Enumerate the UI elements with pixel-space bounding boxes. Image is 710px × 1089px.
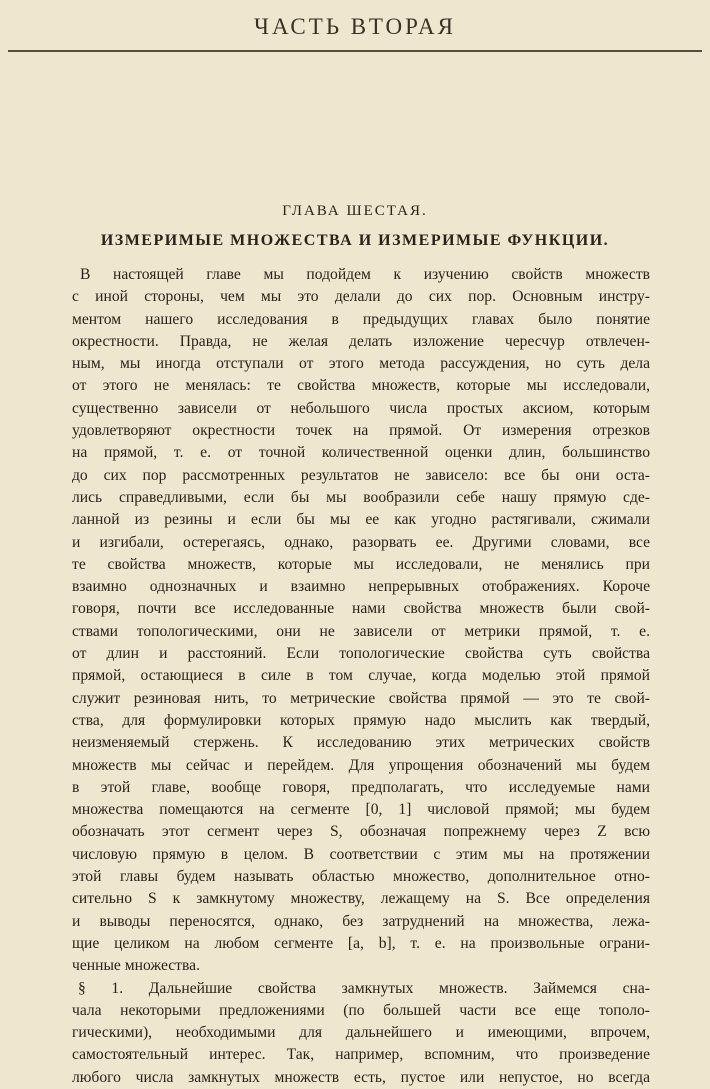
text-line: множества помещаются на сегменте [0, 1] числовой прямой; мы будем	[72, 801, 650, 819]
text-line: числовую прямую в целом. В соответствии с этим мы на протяжении	[72, 845, 650, 863]
running-head: ЧАСТЬ ВТОРАЯ	[254, 14, 456, 39]
text-line: неизменяемый стержень. К исследованию этих метрических свойств	[72, 734, 650, 752]
text-line: говоря, почти все исследованные нами свойства множеств были свой-	[72, 600, 650, 618]
header-rule	[8, 50, 702, 52]
text-line: ным, мы иногда отступали от этого метода рассуждения, но суть дела	[72, 355, 650, 373]
text-line: лись справедливыми, если бы мы вообразили себе нашу прямую сде-	[72, 488, 650, 506]
text-line: ланной из резины и если бы мы ее как угодно растягивали, сжимали	[72, 511, 650, 529]
text-line: те свойства множеств, которые мы исследовали, не менялись при	[72, 555, 650, 573]
text-line: чала некоторыми предложениями (по большей части все еще тополо-	[72, 1001, 650, 1019]
chapter-label: ГЛАВА ШЕСТАЯ.	[282, 203, 428, 219]
text-line: прямой, остающиеся в силе в том случае, когда моделью этой прямой	[72, 667, 650, 685]
text-line: служит резиновая нить, то метрические свойства прямой — это те свой-	[72, 689, 650, 707]
text-line: в этой главе, вообще говоря, предполагать, что исследуемые нами	[72, 778, 650, 796]
body-text	[72, 264, 650, 1089]
text-line: щие целиком на любом сегменте [a, b], т. е. на произвольные ограни-	[72, 934, 650, 952]
text-line: В настоящей главе мы подойдем к изучению свойств множеств	[80, 266, 650, 283]
text-line: любого числа замкнутых множеств есть, пустое или непустое, но всегда	[72, 1068, 650, 1086]
text-line: и изгибали, остерегаясь, однако, разорвать ее. Другими словами, все	[72, 533, 650, 551]
text-line: ментом нашего исследования в предыдущих главах было понятие	[72, 310, 650, 328]
text-line: ствами топологическими, они не зависели от метрики прямой, т. е.	[72, 622, 650, 640]
text-line: до сих пор рассмотренных результатов не зависело: все бы они оста-	[72, 466, 650, 484]
text-line: этой главы будем называть областью множество, дополнительное отно-	[72, 868, 650, 886]
text-line: существенно зависели от небольшого числа простых аксиом, которым	[72, 399, 650, 417]
text-line: и выводы переносятся, однако, без затруднений на множества, лежа-	[72, 912, 650, 930]
text-line: от этого не менялась: те свойства множеств, которые мы исследовали,	[72, 377, 650, 395]
text-line: от длин и расстояний. Если топологические свойства суть свойства	[72, 645, 650, 663]
text-line: удовлетворяют окрестности точек на прямой. От измерения отрезков	[72, 422, 650, 440]
text-line: обозначать этот сегмент через S, обозначая попрежнему через Z всю	[72, 823, 650, 841]
section-heading-line: § 1. Дальнейшие свойства замкнутых множеств. Займемся сна-	[78, 979, 650, 997]
text-line: гическими), необходимыми для дальнейшего и имеющими, впрочем,	[72, 1024, 650, 1042]
text-line: взаимно однозначных и взаимно непрерывных отображениях. Короче	[72, 578, 650, 596]
text-line: сительно S к замкнутому множеству, лежащему на S. Все определения	[72, 890, 650, 908]
text-line: окрестности. Правда, не желая делать изложение чересчур отвлечен-	[72, 332, 650, 350]
text-line: с иной стороны, чем мы это делали до сих пор. Основным инстру-	[72, 288, 650, 306]
chapter-title: ИЗМЕРИМЫЕ МНОЖЕСТВА И ИЗМЕРИМЫЕ ФУНКЦИИ.	[100, 232, 610, 249]
text-line: множеств мы сейчас и перейдем. Для упрощения обозначений мы будем	[72, 756, 650, 774]
text-line: на прямой, т. е. от точной количественной оценки длин, большинство	[72, 444, 650, 462]
text-line: ства, для формулировки которых прямую надо мыслить как твердый,	[72, 711, 650, 729]
text-line: самостоятельный интерес. Так, например, вспомним, что произведение	[72, 1046, 650, 1064]
text-line: ченные множества.	[72, 957, 200, 975]
